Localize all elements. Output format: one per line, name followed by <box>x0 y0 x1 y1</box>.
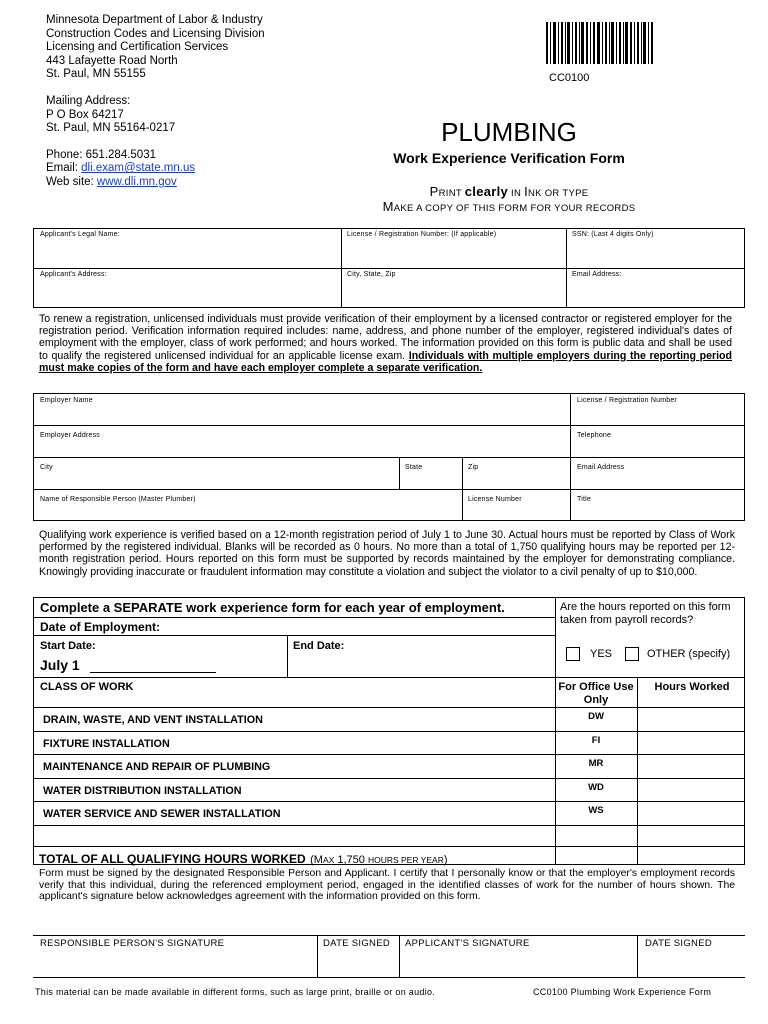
renewal-paragraph: To renew a registration, unlicensed individuals must provide verification of their employment by a licensed contractor or registered employer for the registration period. Verification information required includes: name, address, and phone number of the employer, registered individual's dates of employment with the employer, class of work performed; and hours worked. The information provided on this form is public data and shall be used to qualify the registered unlicensed individual for an applicable license exam. Individuals with multiple employers during the reporting period must make copies of the form and have each employer complete a separate verification. <box>39 313 732 374</box>
employer-state-field[interactable]: State <box>405 464 423 471</box>
mailing-line: St. Paul, MN 55164-0217 <box>46 122 176 135</box>
class-of-work-header: CLASS OF WORK <box>40 681 134 693</box>
employer-name-field[interactable]: Employer Name <box>40 397 93 404</box>
print-instruction: PRINT clearly IN INK OR TYPE <box>429 184 589 199</box>
yes-checkbox[interactable] <box>566 647 580 661</box>
form-title: PLUMBING <box>441 117 577 147</box>
copy-instruction: MAKE A COPY OF THIS FORM FOR YOUR RECORDS <box>382 199 636 214</box>
office-use-header: For Office Use Only <box>558 681 634 706</box>
employer-address-field[interactable]: Employer Address <box>40 432 101 439</box>
mailing-line: Mailing Address: <box>46 94 131 107</box>
start-date-label: Start Date: <box>40 640 96 652</box>
end-date-field[interactable]: End Date: <box>293 640 345 652</box>
mailing-line: P O Box 64217 <box>46 108 124 121</box>
separate-form-notice: Complete a SEPARATE work experience form for each year of employment. <box>40 600 505 615</box>
address-line: Construction Codes and Licensing Division <box>46 27 265 40</box>
employer-license-field[interactable]: License / Registration Number <box>577 397 677 404</box>
class-row-label: DRAIN, WASTE, AND VENT INSTALLATION <box>43 714 263 726</box>
office-code: DW <box>588 711 604 722</box>
applicant-date-field[interactable]: DATE SIGNED <box>645 938 712 949</box>
responsible-license-field[interactable]: License Number <box>468 496 522 503</box>
qualifying-paragraph: Qualifying work experience is verified based on a 12-month registration period of July 1 to June 30. Actual hours must be reported by Class of Work performed by the registered individual. Blanks will be recorded as 0 hours. No more than a total of 1,750 qualifying hours may be reported per 12-month registration period. Hours reported on this form must be supported by records maintained by the employer for demonstrating compliance. Knowingly providing inaccurate or fraudulent information may constitute a violation and subject the violator to a civil penalty of up to $10,000. <box>39 529 735 578</box>
address-line: St. Paul, MN 55155 <box>46 68 146 81</box>
employer-telephone-field[interactable]: Telephone <box>577 432 612 439</box>
yes-label: YES <box>590 648 613 660</box>
start-date-underline[interactable] <box>90 672 216 673</box>
start-date-july: July 1 <box>40 657 80 673</box>
employer-email-field[interactable]: Email Address <box>577 464 625 471</box>
hours-input[interactable] <box>638 732 744 753</box>
applicant-address-field[interactable]: Applicant's Address: <box>40 271 107 278</box>
office-code: FI <box>591 735 601 746</box>
responsible-signature-field[interactable]: RESPONSIBLE PERSON'S SIGNATURE <box>40 938 225 949</box>
address-line: 443 Lafayette Road North <box>46 54 178 67</box>
address-line: Minnesota Department of Labor & Industry <box>46 14 263 26</box>
applicant-license-field[interactable]: License / Registration Number: (If applicable) <box>347 231 497 238</box>
applicant-email-field[interactable]: Email Address: <box>572 271 622 278</box>
employer-zip-field[interactable]: Zip <box>468 464 479 471</box>
date-of-employment-label: Date of Employment: <box>40 620 161 634</box>
multiple-employers-notice: Individuals with multiple employers during the reporting period must make copies of the form and have each employer complete a separate verification. <box>39 349 732 374</box>
hours-input[interactable] <box>638 755 744 777</box>
agency-address <box>46 14 265 190</box>
responsible-person-field[interactable]: Name of Responsible Person (Master Plumber) <box>40 496 196 503</box>
footer-form-name: CC0100 Plumbing Work Experience Form <box>533 987 712 997</box>
form-subtitle: Work Experience Verification Form <box>393 150 625 166</box>
hours-input[interactable] <box>638 779 744 800</box>
office-code: MR <box>588 758 604 769</box>
address-line: Licensing and Certification Services <box>46 41 229 54</box>
payroll-question: Are the hours reported on this form taken from payroll records? <box>560 601 731 626</box>
email-row: Email: dli.exam@state.mn.us <box>46 162 196 175</box>
applicant-city-field[interactable]: City, State, Zip <box>347 271 396 278</box>
other-checkbox[interactable] <box>625 647 639 661</box>
hours-input[interactable] <box>638 708 744 730</box>
hours-worked-header: Hours Worked <box>654 681 730 693</box>
responsible-title-field[interactable]: Title <box>577 496 591 503</box>
total-hours-label: TOTAL OF ALL QUALIFYING HOURS WORKED (MAX 1,750 HOURS PER YEAR) <box>39 852 448 866</box>
barcode-image <box>546 22 654 64</box>
employer-city-field[interactable]: City <box>40 464 53 471</box>
applicant-ssn-field[interactable]: SSN: (Last 4 digits Only) <box>572 231 654 238</box>
web-link[interactable]: www.dli.mn.gov <box>96 175 177 188</box>
applicant-name-field[interactable]: Applicant's Legal Name: <box>40 231 120 238</box>
class-row-label: WATER DISTRIBUTION INSTALLATION <box>43 785 242 797</box>
hours-input[interactable] <box>638 802 744 824</box>
other-label: OTHER (specify) <box>647 648 731 660</box>
applicant-signature-field[interactable]: APPLICANT'S SIGNATURE <box>405 938 530 949</box>
web-row: Web site: www.dli.mn.gov <box>46 175 177 188</box>
class-row-label: FIXTURE INSTALLATION <box>43 738 170 750</box>
certification-paragraph: Form must be signed by the designated Responsible Person and Applicant. I certify that I personally know or that the employer's employment records verify that this individual, during the referenced employment period, engaged in the identified classes of work for the number of hours shown. The applicant's signature below acknowledges agreement with the information provided on this form. <box>39 868 735 903</box>
class-row-label: MAINTENANCE AND REPAIR OF PLUMBING <box>43 761 271 773</box>
accessibility-notice: This material can be made available in different forms, such as large print, braille or on audio. <box>35 987 436 997</box>
responsible-date-field[interactable]: DATE SIGNED <box>323 938 390 949</box>
total-hours-input[interactable] <box>638 847 744 864</box>
class-row-label: WATER SERVICE AND SEWER INSTALLATION <box>43 808 281 820</box>
form-number: CC0100 <box>549 72 590 84</box>
email-link[interactable]: dli.exam@state.mn.us <box>81 162 196 175</box>
phone: Phone: 651.284.5031 <box>46 148 156 161</box>
office-code: WS <box>588 805 604 816</box>
office-code: WD <box>588 782 604 793</box>
